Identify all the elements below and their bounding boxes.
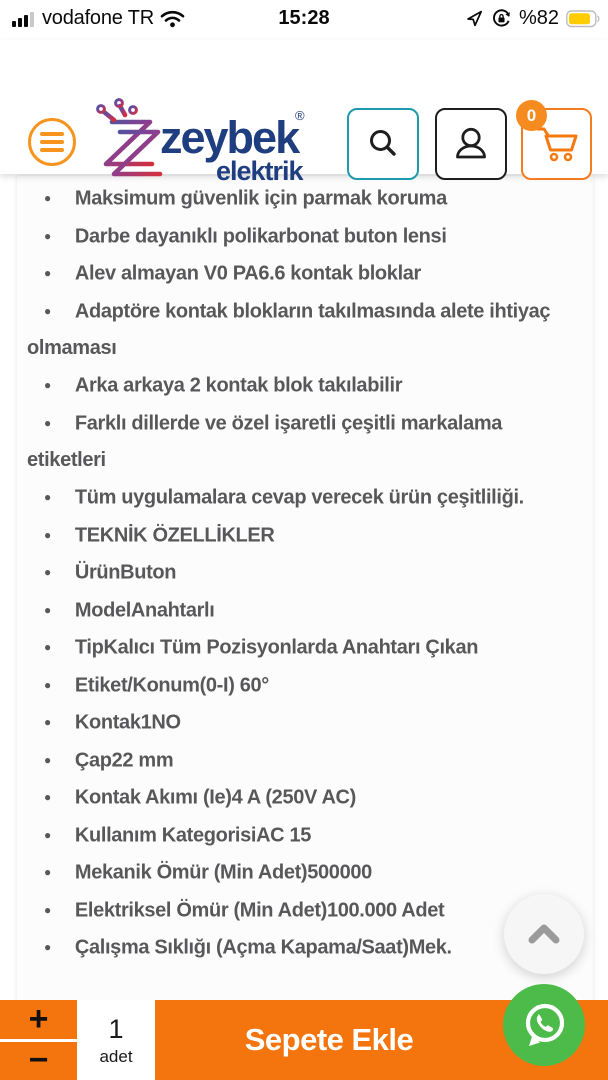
battery-icon — [566, 10, 600, 28]
feature-item: ● Çap22 mm — [27, 742, 575, 780]
location-arrow-icon — [465, 9, 484, 28]
battery-percent-label: %82 — [518, 7, 559, 29]
feature-item: ● Çalışma Sıklığı (Açma Kapama/Saat)Mek. — [27, 929, 575, 967]
quantity-value: 1 — [108, 1014, 124, 1044]
account-button[interactable] — [435, 108, 507, 180]
feature-item: ● Mekanik Ömür (Min Adet)500000 — [27, 854, 575, 892]
feature-item: ● Etiket/Konum(0-I) 60° — [27, 667, 575, 705]
quantity-display — [77, 1000, 155, 1080]
add-to-cart-button[interactable]: Sepete Ekle — [155, 1000, 503, 1080]
feature-list — [17, 176, 593, 967]
quantity-unit-label: adet — [99, 1047, 133, 1066]
logo-circuit-dots — [98, 100, 137, 114]
whatsapp-button[interactable] — [503, 984, 585, 1066]
orientation-lock-icon — [491, 8, 512, 29]
logo-z-mark — [104, 106, 160, 174]
feature-item: ● Alev almayan V0 PA6.6 kontak bloklar — [27, 255, 575, 293]
chevron-up-icon — [524, 922, 564, 946]
quantity-stepper — [0, 1000, 77, 1080]
site-header — [0, 40, 608, 186]
status-bar — [0, 0, 608, 40]
feature-item: ● TEKNİK ÖZELLİKLER — [27, 517, 575, 555]
feature-item: ● Adaptöre kontak blokların takılmasında alete ihtiyaç olmaması — [27, 293, 575, 368]
feature-item: ● Maksimum güvenlik için parmak koruma — [27, 180, 575, 218]
cart-count-badge: 0 — [516, 100, 547, 131]
feature-item: ● Kontak1NO — [27, 704, 575, 742]
brand-subtitle-text: elektrik — [216, 156, 303, 186]
feature-item: ● Elektriksel Ömür (Min Adet)100.000 Adet — [27, 892, 575, 930]
registered-trademark: ® — [295, 108, 305, 123]
brand-logo[interactable] — [92, 98, 310, 188]
feature-item: ● Darbe dayanıklı polikarbonat buton lensi — [27, 218, 575, 256]
search-button[interactable] — [347, 108, 419, 180]
feature-item: ● Kullanım KategorisiAC 15 — [27, 817, 575, 855]
cart-icon — [535, 124, 579, 164]
feature-item: ● TipKalıcı Tüm Pozisyonlarda Anahtarı Çıkan — [27, 629, 575, 667]
feature-item: ● Farklı dillerde ve özel işaretli çeşitli markalama etiketleri — [27, 405, 575, 480]
hamburger-menu-icon — [40, 132, 64, 136]
hamburger-menu-button[interactable] — [28, 118, 76, 166]
user-icon — [451, 124, 491, 164]
feature-item: ● Arka arkaya 2 kontak blok takılabilir — [27, 367, 575, 405]
quantity-increase-button[interactable]: + — [28, 1000, 49, 1038]
scroll-to-top-button[interactable] — [504, 894, 584, 974]
brand-name-text: zeybek — [160, 112, 299, 163]
feature-item: ● ÜrünButon — [27, 554, 575, 592]
feature-item: ● ModelAnahtarlı — [27, 592, 575, 630]
clock: 15:28 — [278, 7, 330, 29]
feature-item: ● Tüm uygulamalara cevap verecek ürün çeşitliliği. — [27, 479, 575, 517]
feature-item: ● Kontak Akımı (Ie)4 A (250V AC) — [27, 779, 575, 817]
quantity-decrease-button[interactable]: − — [28, 1041, 49, 1079]
search-icon — [366, 127, 400, 161]
carrier-label: vodafone TR — [42, 7, 154, 29]
whatsapp-icon — [518, 999, 570, 1051]
